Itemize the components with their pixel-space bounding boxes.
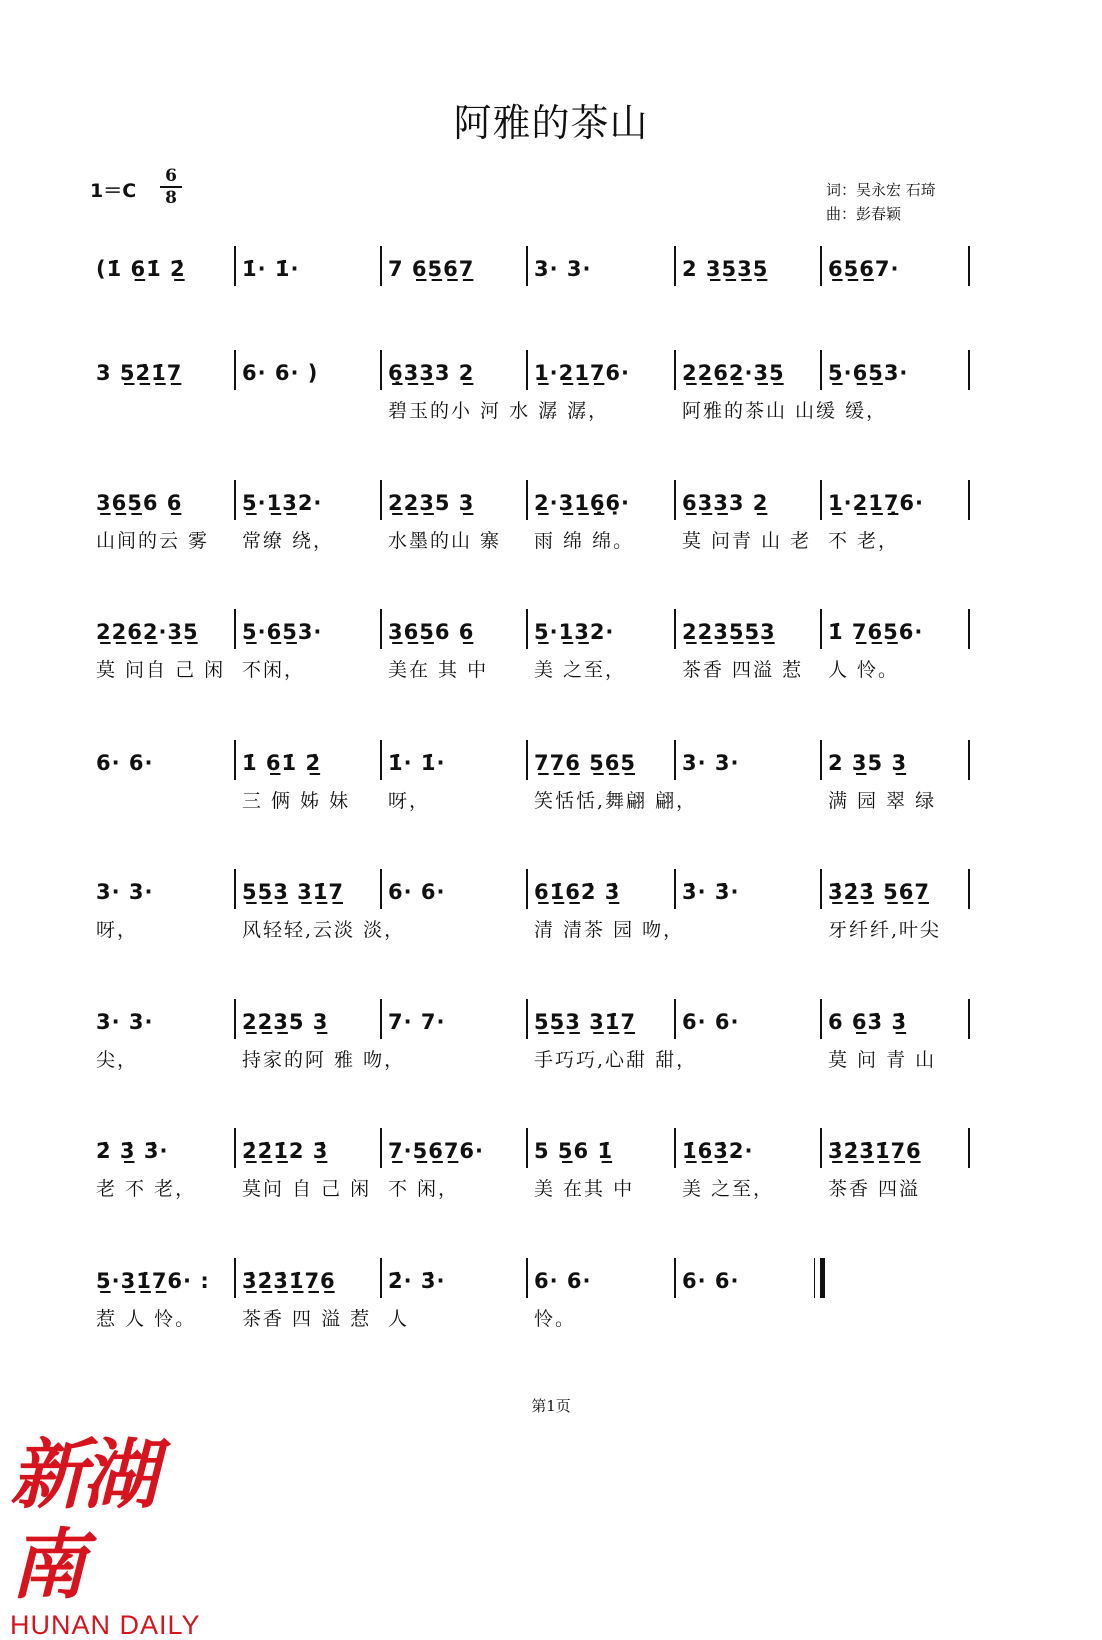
final-barline-thin <box>814 1258 815 1298</box>
score-row <box>0 615 1102 725</box>
composer-credit: 曲：彭春颖 <box>826 205 902 223</box>
measure <box>90 486 236 582</box>
measure <box>382 252 528 348</box>
measure-lyric <box>242 396 378 426</box>
measure-notes: 7· 7· <box>388 1010 446 1034</box>
measure <box>90 746 236 842</box>
measure-lyric <box>96 786 232 816</box>
measure-lyric: 不 闲， <box>388 1178 460 1200</box>
measure-notes: 6· 6· ) <box>242 361 319 385</box>
key-signature: 1＝C <box>90 180 137 202</box>
barline <box>968 740 970 780</box>
measure <box>822 615 968 711</box>
barline <box>820 246 822 286</box>
measure <box>236 746 382 842</box>
measure-notes: 1̲̇6̲3̲̇2· <box>682 1139 754 1163</box>
page-number: 第1页 <box>531 1397 571 1415</box>
measure <box>528 615 674 711</box>
credits <box>826 178 936 226</box>
measure <box>528 1264 674 1360</box>
measure <box>90 356 236 452</box>
barline <box>526 480 528 520</box>
measure-lyric: 牙纤纤,叶尖 <box>828 919 942 941</box>
measure-notes: 6̲5̲6̲7· <box>828 257 900 281</box>
measure <box>236 356 382 452</box>
measure-lyric: 惹 人 怜。 <box>96 1308 197 1330</box>
measure-lyric <box>682 1045 818 1075</box>
measure <box>822 486 968 582</box>
measure-lyric: 莫 问青 山 老 <box>682 530 812 552</box>
measure-notes: 5̲5̲3̲ 3̲1̲̇7̲ <box>242 880 344 904</box>
measure-notes: 5̲·6̲5̲3· <box>242 620 323 644</box>
measure-notes: 6· 6· <box>682 1010 740 1034</box>
hunan-daily-logo <box>10 1430 225 1640</box>
measure <box>676 1264 822 1360</box>
barline <box>526 1128 528 1168</box>
score-row <box>0 875 1102 985</box>
measure-lyric: 莫 问自 己 闲 <box>96 659 226 681</box>
measure-lyric: 尖， <box>96 1049 139 1071</box>
barline <box>380 350 382 390</box>
measure <box>822 1134 968 1230</box>
measure <box>236 1134 382 1230</box>
measure-lyric <box>828 396 964 426</box>
measure-lyric <box>96 292 232 322</box>
measure-notes: 3̲6̲5̲6 6̲ <box>96 491 183 515</box>
measure-notes: 6· 6· <box>534 1269 592 1293</box>
measure-lyric: 莫问 自 己 闲 <box>242 1178 372 1200</box>
measure <box>382 615 528 711</box>
measure-notes: 2̇· 3̇· <box>388 1269 446 1293</box>
barline <box>968 999 970 1039</box>
barline <box>674 350 676 390</box>
barline <box>234 869 236 909</box>
measure <box>528 1134 674 1230</box>
measure-notes: 5̲·1̲3̲2· <box>534 620 615 644</box>
measure <box>236 486 382 582</box>
measure-notes: 1̇ 7̲6̲5̲6· <box>828 620 924 644</box>
measure-notes: 5 5̲6 1̲̇ <box>534 1139 614 1163</box>
measure-notes: 5̲·1̲3̲2· <box>242 491 323 515</box>
barline <box>820 480 822 520</box>
measure-notes: 2̲2̲6̲2̲·3̲5̲ <box>96 620 199 644</box>
lyricist-credit: 词：吴永宏 石琦 <box>826 181 936 199</box>
time-signature <box>160 166 182 208</box>
measure-notes: 2̲·3̲1̲6̣̲6̣· <box>534 491 631 515</box>
measure-lyric: 怜。 <box>534 1308 577 1330</box>
measure-lyric: 阿雅的茶山 山缓 缓， <box>682 400 888 422</box>
measure-notes: (1̇ 6̲1̇ 2̲̇ <box>96 257 186 281</box>
measure-lyric: 呀， <box>96 919 139 941</box>
score-row <box>0 1264 1102 1374</box>
measure-lyric: 风轻轻,云淡 淡， <box>242 919 406 941</box>
measure <box>822 746 968 842</box>
song-title: 阿雅的茶山 <box>453 101 649 145</box>
barline <box>820 350 822 390</box>
measure-notes: 2̲2̲6̲2̲·3̲5̲ <box>682 361 785 385</box>
measure-notes: 6· 6· <box>96 751 154 775</box>
measure-lyric <box>682 915 818 945</box>
barline <box>674 869 676 909</box>
measure <box>236 615 382 711</box>
barline <box>380 999 382 1039</box>
measure-lyric: 笑恬恬,舞翩 翩， <box>534 790 698 812</box>
measure <box>528 746 698 842</box>
measure <box>528 1005 698 1101</box>
measure-notes: 5̲·6̲5̲3· <box>828 361 909 385</box>
measure-lyric: 茶香 四溢 <box>828 1178 921 1200</box>
barline <box>380 869 382 909</box>
measure-notes: 2 3̲5̲3̲5̲ <box>682 257 769 281</box>
barline <box>526 869 528 909</box>
barline <box>380 740 382 780</box>
measure-lyric: 不 老， <box>828 530 900 552</box>
measure-notes: 3· 3· <box>96 880 154 904</box>
measure-notes: 1̇· 1̇· <box>242 257 300 281</box>
final-barline <box>820 1258 825 1298</box>
measure-notes: 3̲̇2̲̇3̲̇ 5̲6̲7̲ <box>828 880 930 904</box>
measure-lyric <box>242 292 378 322</box>
measure-lyric <box>388 292 524 322</box>
measure <box>90 1134 236 1230</box>
measure-notes: 2̇ 3̲̇ 3̇· <box>96 1139 169 1163</box>
score-row <box>0 356 1102 466</box>
measure-lyric: 老 不 老， <box>96 1178 197 1200</box>
measure <box>676 1005 822 1101</box>
measure-notes: 2 3̲5 3̲ <box>828 751 908 775</box>
measure-notes: 2̲̇2̲̇1̲̇2 3̲̇ <box>242 1139 329 1163</box>
barline <box>234 480 236 520</box>
measure-notes: 3̲̇2̲̇3̲̇1̲̇7̲6̲ <box>828 1139 922 1163</box>
barline <box>526 740 528 780</box>
score-row <box>0 252 1102 362</box>
measure <box>236 875 406 971</box>
measure <box>236 1264 382 1360</box>
measure-lyric: 美在 其 中 <box>388 659 489 681</box>
barline <box>820 740 822 780</box>
barline <box>526 246 528 286</box>
measure-lyric <box>534 292 670 322</box>
measure-lyric: 呀， <box>388 790 431 812</box>
measure-lyric <box>388 1045 524 1075</box>
measure-notes: 1̲·2̲1̲7̲6· <box>534 361 631 385</box>
measure-lyric: 茶香 四溢 惹 <box>682 659 804 681</box>
measure-notes: 3̇· 3̇· <box>682 880 740 904</box>
measure-lyric: 美 在其 中 <box>534 1178 635 1200</box>
barline <box>674 246 676 286</box>
barline <box>968 1128 970 1168</box>
measure <box>822 875 968 971</box>
measure-notes: 6 6̲3̇ 3̲̇ <box>828 1010 908 1034</box>
barline <box>968 869 970 909</box>
barline <box>674 609 676 649</box>
measure <box>676 252 822 348</box>
measure-notes: 5̲·3̲1̲̇7̲6· : <box>96 1269 210 1293</box>
measure-lyric: 持家的阿 雅 吻， <box>242 1049 406 1071</box>
measure-lyric: 手巧巧,心甜 甜， <box>534 1049 698 1071</box>
measure <box>528 486 674 582</box>
barline <box>380 609 382 649</box>
measure <box>382 1005 528 1101</box>
measure-lyric <box>682 292 818 322</box>
measure <box>382 1264 528 1360</box>
measure-lyric: 莫 问 青 山 <box>828 1049 937 1071</box>
barline <box>674 1128 676 1168</box>
measure-notes: 2̲2̲3̲5̲5̲3̲ <box>682 620 776 644</box>
measure-notes: 1̇ 6̲1̇ 2̲̇ <box>242 751 322 775</box>
barline <box>234 350 236 390</box>
measure-notes: 6̲1̲̇6̲2̇ 3̲̇ <box>534 880 621 904</box>
barline <box>526 350 528 390</box>
measure <box>676 875 822 971</box>
barline <box>234 999 236 1039</box>
measure-notes: 1̲·2̲1̲7̣̲6· <box>828 491 925 515</box>
measure <box>676 1134 822 1230</box>
measure <box>382 1134 528 1230</box>
measure-lyric: 清 清茶 园 吻， <box>534 919 685 941</box>
measure <box>676 746 822 842</box>
barline <box>968 609 970 649</box>
measure-lyric: 美 之至， <box>682 1178 775 1200</box>
barline <box>380 480 382 520</box>
measure-notes: 7 6̲5̲6̲7̲ <box>388 257 475 281</box>
measure-notes: 2̲2̲3̲5 3̲ <box>388 491 475 515</box>
measure-lyric: 碧玉的小 河 水 潺 潺， <box>388 400 610 422</box>
barline <box>820 609 822 649</box>
barline <box>526 1258 528 1298</box>
barline <box>380 1128 382 1168</box>
measure-notes: 2̲2̲3̲5 3̲ <box>242 1010 329 1034</box>
measure-lyric: 常缭 绕， <box>242 530 335 552</box>
measure-notes: 7̲7̲6̲ 5̲6̲5̲ <box>534 751 636 775</box>
measure-notes: 5̲5̲3̲ 3̲1̲̇7̲ <box>534 1010 636 1034</box>
measure <box>528 875 685 971</box>
measure-lyric <box>682 1304 818 1334</box>
measure-notes: 6̲3̲3̲3 2̲ <box>682 491 769 515</box>
measure-notes: 3· 3· <box>682 751 740 775</box>
measure-lyric <box>388 915 524 945</box>
measure-lyric <box>96 396 232 426</box>
measure <box>90 1264 236 1360</box>
measure-notes: 3 5̲2̲̇1̲̇7̲ <box>96 361 183 385</box>
measure-notes: 6· 6· <box>682 1269 740 1293</box>
barline <box>526 999 528 1039</box>
measure-notes: 6· 6· <box>388 880 446 904</box>
measure-lyric: 美 之至， <box>534 659 627 681</box>
measure-notes: 3̲̇2̲̇3̲̇1̲̇7̲6̲ <box>242 1269 336 1293</box>
barline <box>820 869 822 909</box>
measure-lyric: 不闲， <box>242 659 306 681</box>
measure-lyric: 水墨的山 寨 <box>388 530 502 552</box>
score-row <box>0 746 1102 856</box>
logo-english-text: HUNAN DAILY <box>10 1610 201 1640</box>
measure-notes: 6̣̲3̲3̲3 2̲ <box>388 361 475 385</box>
measure-notes: 3· 3· <box>96 1010 154 1034</box>
barline <box>968 350 970 390</box>
measure-notes: 3̲6̲5̲6 6̲ <box>388 620 475 644</box>
barline <box>820 999 822 1039</box>
measure <box>382 875 528 971</box>
measure-lyric: 满 园 翠 绿 <box>828 790 937 812</box>
barline <box>674 999 676 1039</box>
barline <box>380 1258 382 1298</box>
measure <box>90 615 236 711</box>
measure <box>236 252 382 348</box>
barline <box>526 609 528 649</box>
barline <box>380 246 382 286</box>
time-signature-denominator: 8 <box>160 186 182 208</box>
measure-lyric: 人 <box>388 1308 410 1330</box>
logo-chinese-text: 新湖南 <box>10 1430 154 1609</box>
measure <box>528 356 674 452</box>
measure-lyric: 山间的云 雾 <box>96 530 210 552</box>
score-row <box>0 1005 1102 1115</box>
measure-notes: 1̇· 1̇· <box>388 751 446 775</box>
measure <box>90 1005 236 1101</box>
measure-lyric <box>534 396 670 426</box>
measure-lyric <box>828 292 964 322</box>
measure <box>822 356 968 452</box>
barline <box>968 480 970 520</box>
measure <box>90 875 236 971</box>
measure-lyric: 茶香 四 溢 惹 <box>242 1308 372 1330</box>
score-row <box>0 1134 1102 1244</box>
barline <box>968 246 970 286</box>
measure-lyric <box>682 786 818 816</box>
barline <box>234 609 236 649</box>
measure-lyric: 雨 绵 绵。 <box>534 530 635 552</box>
measure-lyric: 人 怜。 <box>828 659 900 681</box>
measure <box>90 252 236 348</box>
barline <box>234 740 236 780</box>
barline <box>234 1258 236 1298</box>
score-row <box>0 486 1102 596</box>
measure <box>822 1005 968 1101</box>
barline <box>234 1128 236 1168</box>
measure <box>676 486 822 582</box>
measure-lyric: 三 俩 姊 妹 <box>242 790 351 812</box>
measure <box>236 1005 406 1101</box>
measure <box>528 252 674 348</box>
barline <box>674 740 676 780</box>
barline <box>820 1128 822 1168</box>
measure <box>822 252 968 348</box>
time-signature-numerator: 6 <box>165 166 177 186</box>
measure <box>676 615 822 711</box>
barline <box>674 480 676 520</box>
barline <box>674 1258 676 1298</box>
measure <box>382 746 528 842</box>
measure-notes: 7̲·5̲6̲7̲6· <box>388 1139 485 1163</box>
measure <box>382 486 528 582</box>
measure-notes: 3· 3· <box>534 257 592 281</box>
barline <box>234 246 236 286</box>
